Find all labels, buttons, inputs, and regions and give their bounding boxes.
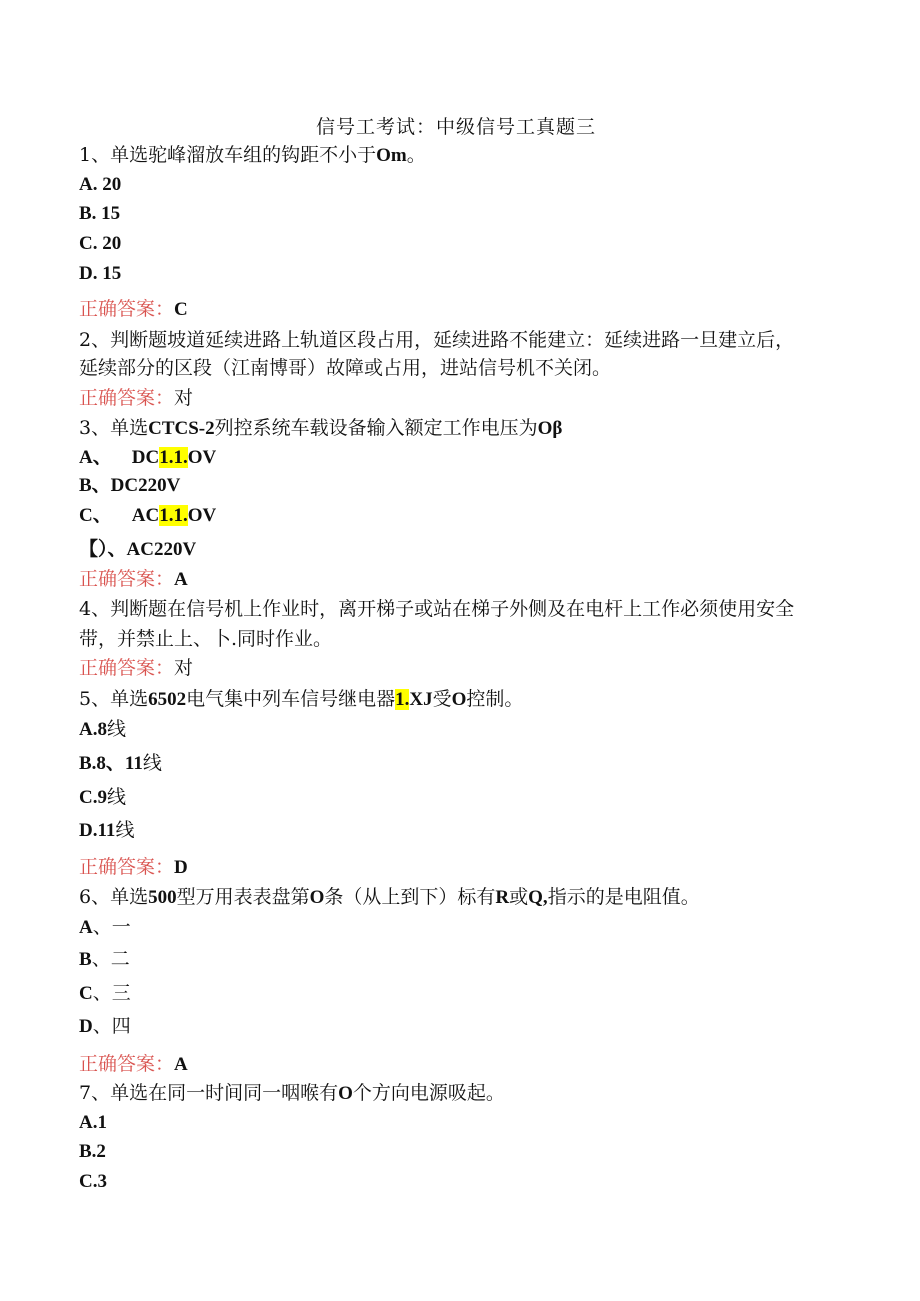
question-7-option-c: C.3 (79, 1171, 107, 1192)
question-3-option-a: A、 DC1.1.OV (79, 447, 217, 468)
question-6-option-d: D、四 (79, 1015, 131, 1037)
question-2-answer: 正确答案：对 (79, 387, 194, 409)
question-1-stem: 1、单选驼峰溜放车组的钩距不小于Om。 (79, 144, 426, 166)
question-1-option-b: B. 15 (79, 203, 121, 224)
question-6-stem: 6、单选500型万用表表盘第O条（从上到下）标有R或Q,指示的是电阻值。 (79, 886, 700, 908)
question-4-stem-line-1: 4、判断题在信号机上作业时，离开梯子或站在梯子外侧及在电杆上工作必须使用安全 (79, 598, 795, 620)
question-5-option-c: C.9线 (79, 786, 126, 808)
question-2-stem-line-2: 延续部分的区段（江南博哥）故障或占用，进站信号机不关闭。 (79, 357, 612, 379)
question-3-option-c: C、 AC1.1.OV (79, 505, 217, 526)
question-7-stem: 7、单选在同一时间同一咽喉有O个方向电源吸起。 (79, 1082, 505, 1104)
question-5-option-d: D.11线 (79, 819, 135, 841)
question-4-stem-line-2: 带，并禁止上、卜.同时作业。 (79, 628, 333, 650)
question-3-stem: 3、单选CTCS-2列控系统车载设备输入额定工作电压为Oβ (79, 417, 563, 439)
question-1-option-c: C. 20 (79, 233, 122, 254)
question-6-answer: 正确答案：A (79, 1053, 188, 1075)
question-7-option-b: B.2 (79, 1141, 106, 1162)
question-5-answer: 正确答案：D (79, 856, 188, 878)
question-1-option-d: D. 15 (79, 263, 122, 284)
question-5-option-b: B.8、11线 (79, 752, 162, 774)
question-4-answer: 正确答案：对 (79, 657, 194, 679)
question-2-stem-line-1: 2、判断题坡道延续进路上轨道区段占用，延续进路不能建立：延续进路一旦建立后， (79, 329, 795, 351)
question-3-answer: 正确答案：A (79, 568, 188, 590)
question-1-answer: 正确答案：C (79, 298, 188, 320)
question-6-option-c: C、三 (79, 982, 131, 1004)
question-7-option-a: A.1 (79, 1112, 107, 1133)
question-3-option-b: B、DC220V (79, 475, 181, 496)
question-6-option-a: A、一 (79, 916, 131, 938)
page-title: 信号工考试：中级信号工真题三 (315, 116, 596, 138)
question-5-stem: 5、单选6502电气集中列车信号继电器1.XJ受O控制。 (79, 688, 524, 710)
question-6-option-b: B、二 (79, 948, 130, 970)
question-3-option-d: 【）、AC220V (79, 539, 197, 560)
question-5-option-a: A.8线 (79, 718, 126, 740)
question-1-option-a: A. 20 (79, 174, 122, 195)
